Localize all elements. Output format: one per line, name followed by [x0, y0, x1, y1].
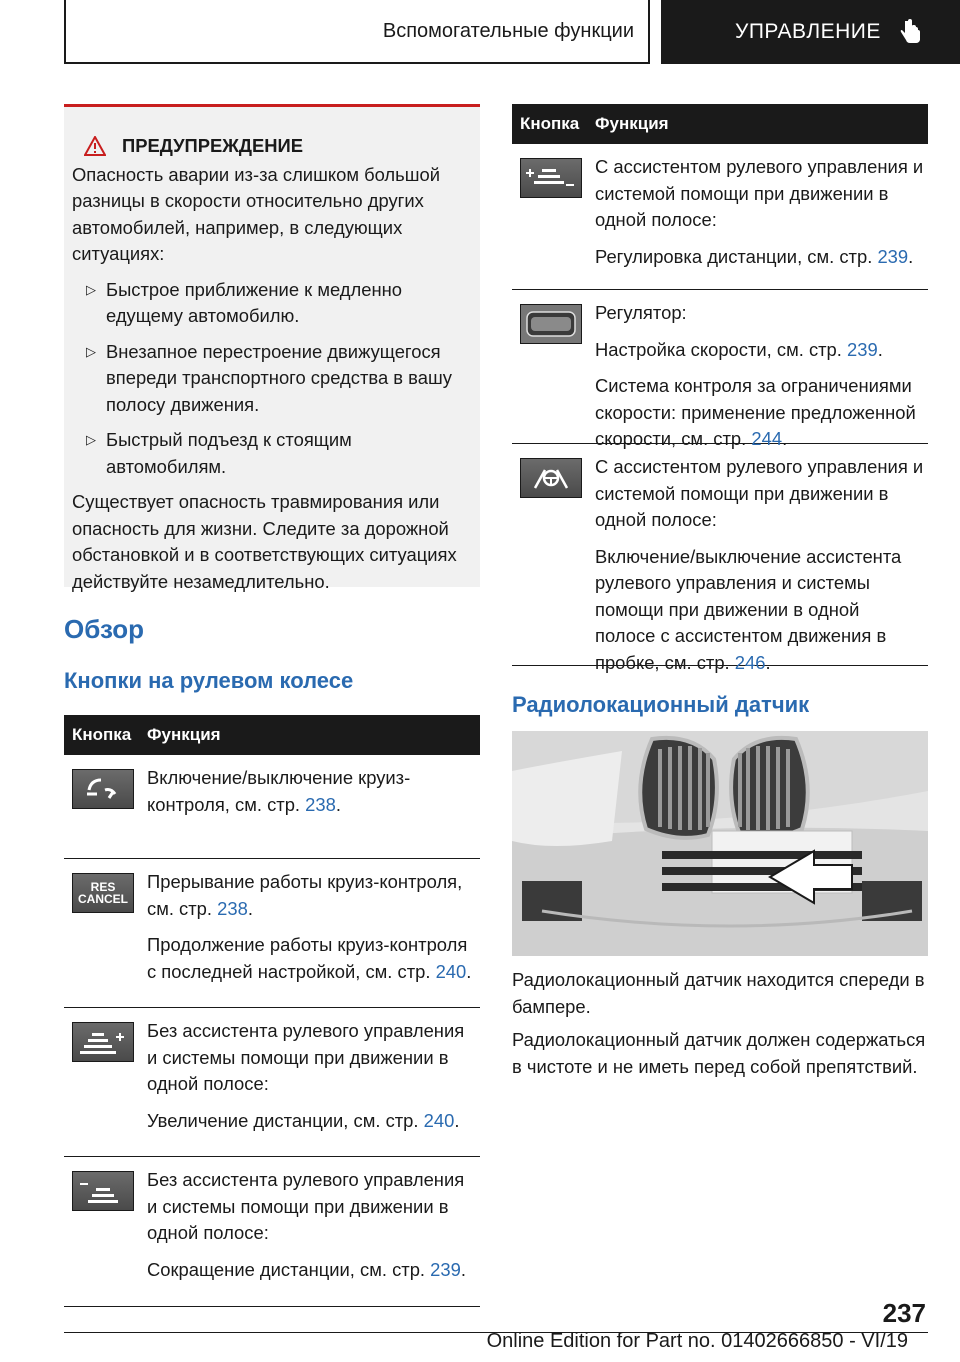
page-link[interactable]: 240	[423, 1109, 455, 1131]
cruise-control-icon	[72, 769, 134, 809]
rocker-switch-icon	[520, 304, 582, 344]
page-link[interactable]: 244	[751, 428, 783, 449]
page-link[interactable]: 238	[305, 793, 336, 815]
distance-decrease-icon	[72, 1171, 134, 1211]
res-cancel-icon: RES CANCEL	[72, 873, 134, 913]
warning-intro: Опасность аварии из-за слишком большой разницы в скорости относительно других автомобилей, например, в следующих ситуациях:	[72, 163, 440, 264]
bullet-triangle-icon: ▷	[86, 281, 96, 297]
header-section	[64, 0, 650, 64]
row-text: Включение/выключение ассистента рулевого управления и системы помощи при движении в одной полосе с ассистентом движения в пробке, см. стр. 246.	[595, 545, 902, 673]
hand-pointer-icon	[899, 19, 921, 45]
row-text: Увеличение дистанции, см. стр. 240.	[147, 1109, 460, 1131]
table-row	[512, 144, 928, 290]
table-row	[64, 859, 480, 1008]
distance-increase-icon	[72, 1022, 134, 1062]
row-text: Настройка скорости, см. стр. 239.	[595, 338, 883, 360]
warning-outro: Существует опасность травмирования или опасность для жизни. Следите за дорожной обстановкой и в соответствующих ситуациях действуйте незамедлительно.	[72, 491, 457, 592]
page-link[interactable]: 246	[734, 651, 766, 673]
column-header-function: Функция	[147, 724, 221, 744]
page-link[interactable]: 239	[877, 245, 909, 267]
header-chapter-title: УПРАВЛЕНИЕ	[735, 20, 881, 43]
row-text: С ассистентом рулевого управления и системой помощи при движении в одной полосе:	[595, 456, 924, 530]
page-link[interactable]: 240	[435, 960, 467, 982]
row-text: Система контроля за ограничениями скорости: применение предложенной скорости, см. стр. 244.	[595, 375, 916, 449]
overview-heading: Обзор	[64, 614, 144, 644]
table-row	[512, 444, 928, 673]
row-text: Без ассистента рулевого управления и системы помощи при движении в одной полосе:	[147, 1020, 465, 1094]
footer-edition: Online Edition for Part no. 01402666850 - VI/19	[486, 1330, 908, 1352]
radar-text-2: Радиолокационный датчик должен содержаться в чистоте и не иметь перед собой препятствий.	[512, 1029, 926, 1077]
warning-box	[64, 104, 480, 592]
table-row	[64, 1008, 480, 1157]
buttons-table-right	[512, 104, 928, 673]
warning-title: ПРЕДУПРЕЖДЕНИЕ	[72, 133, 470, 160]
row-text: С ассистентом рулевого управления и системой помощи при движении в одной полосе:	[595, 156, 924, 230]
buttons-table-left	[64, 715, 480, 1307]
kidney-grille-left	[640, 738, 717, 838]
table-header	[512, 104, 928, 144]
row-text: Сокращение дистанции, см. стр. 239.	[147, 1258, 466, 1280]
page-link[interactable]: 239	[847, 338, 878, 360]
radar-heading: Радиолокационный датчик	[512, 692, 810, 717]
row-text: Регулировка дистанции, см. стр. 239.	[595, 245, 914, 267]
row-text: Продолжение работы круиз-контроля с последней настройкой, см. стр. 240.	[147, 934, 472, 982]
list-item: ▷ Внезапное перестроение движущегося впереди транспортного средства в вашу полосу движения.	[86, 340, 452, 415]
list-item: ▷ Быстрый подъезд к стоящим автомобилям.	[86, 429, 352, 477]
buttons-subheading: Кнопки на рулевом колесе	[64, 668, 354, 693]
table-row	[64, 755, 480, 859]
page-number: 237	[882, 1298, 926, 1328]
bullet-triangle-icon: ▷	[86, 432, 96, 447]
row-text: Без ассистента рулевого управления и системы помощи при движении в одной полосе:	[147, 1169, 465, 1243]
radar-text-1: Радиолокационный датчик находится спереди в бампере.	[512, 969, 925, 1017]
row-text: Включение/выключение круиз-контроля, см. стр. 238.	[147, 767, 411, 815]
page-link[interactable]: 239	[430, 1258, 461, 1280]
column-header-button: Кнопка	[72, 724, 132, 744]
row-text: Регулятор:	[595, 302, 687, 323]
warning-list	[72, 277, 470, 481]
kidney-grille-right	[731, 738, 808, 838]
radar-sensor-photo	[512, 731, 928, 956]
table-row	[512, 290, 928, 449]
distance-lane-icon	[520, 158, 582, 198]
bullet-triangle-icon: ▷	[86, 343, 96, 359]
row-text: Прерывание работы круиз-контроля, см. стр. 238.	[147, 871, 463, 919]
header-section-title: Вспомогательные функции	[382, 19, 634, 42]
warning-triangle-icon	[84, 136, 106, 156]
table-row	[64, 1157, 480, 1307]
page-link[interactable]: 238	[217, 897, 248, 919]
column-header-function: Функция	[595, 113, 669, 133]
list-item: ▷ Быстрое приближение к медленно едущему автомобилю.	[86, 278, 403, 326]
column-header-button: Кнопка	[520, 113, 580, 133]
steering-assist-icon	[520, 458, 582, 498]
header-chapter	[661, 0, 960, 64]
table-header	[64, 715, 480, 755]
